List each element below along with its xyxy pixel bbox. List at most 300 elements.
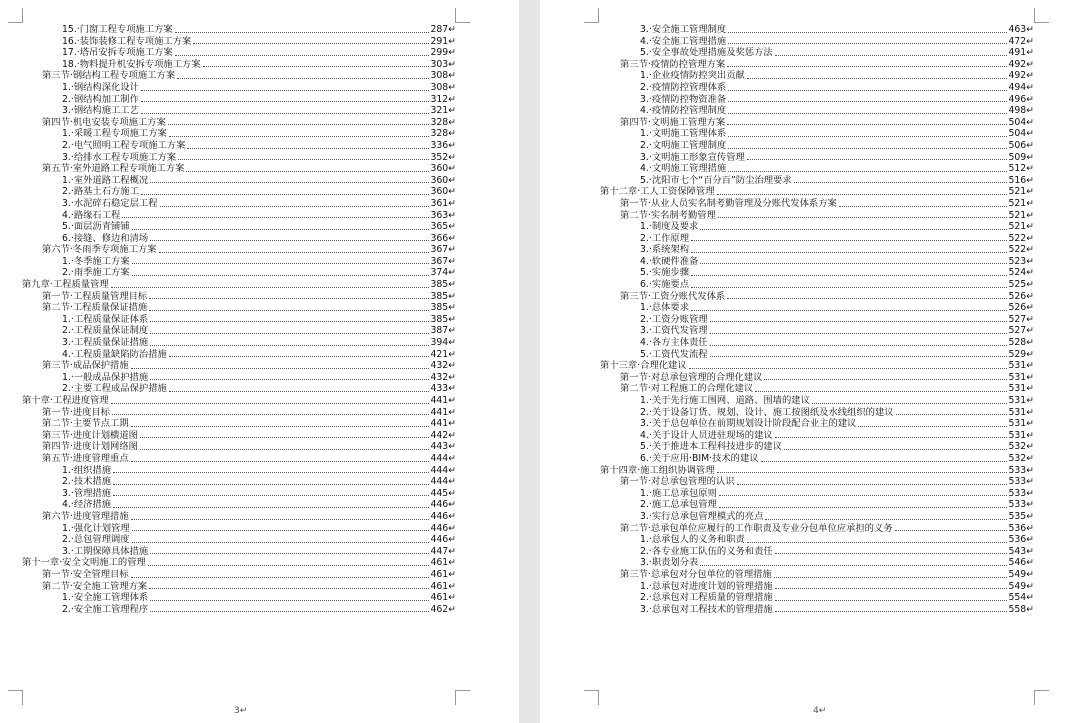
toc-entry[interactable] — [22, 233, 456, 245]
toc-entry[interactable] — [22, 534, 456, 546]
toc-entry-page: 504↵ — [1008, 116, 1034, 128]
toc-entry-title: 3.·文明施工形象宣传管理 — [640, 151, 745, 163]
toc-entry[interactable] — [600, 499, 1034, 511]
dot-leader — [747, 542, 1008, 543]
dot-leader — [728, 148, 1007, 149]
toc-entry[interactable] — [22, 325, 456, 337]
dot-leader — [150, 182, 429, 183]
toc-entry[interactable] — [600, 395, 1034, 407]
dot-leader — [710, 356, 1008, 357]
toc-entry-page: 394↵ — [430, 337, 456, 349]
toc-entry[interactable] — [600, 291, 1034, 303]
toc-entry-title: 1.·钢结构深化设计 — [62, 81, 139, 93]
toc-entry[interactable] — [22, 105, 456, 117]
toc-entry[interactable] — [22, 140, 456, 152]
toc-entry-title: 第二节·工程质量保证措施 — [42, 302, 148, 314]
toc-entry-title: 3.·系统架构 — [640, 244, 690, 256]
toc-entry-page: 352↵ — [430, 151, 456, 163]
toc-entry-title: 1.·关于先行施工围网、道路、围墙的建议 — [640, 395, 810, 406]
toc-entry[interactable] — [600, 325, 1034, 337]
margin-corner-mark — [1034, 690, 1049, 705]
dot-leader — [113, 484, 429, 485]
toc-entry-page: 445↵ — [430, 487, 456, 499]
toc-entry[interactable] — [600, 94, 1034, 106]
toc-entry-page: 504↵ — [1008, 128, 1034, 140]
toc-entry[interactable] — [600, 372, 1034, 384]
toc-entry[interactable] — [22, 592, 456, 604]
dot-leader — [710, 321, 1008, 322]
toc-entry-page: 312↵ — [430, 93, 456, 105]
toc-entry-title: 第十二章·工人工资保障管理 — [600, 186, 715, 198]
toc-entry-title: 6.·接缝、修边和清场 — [62, 232, 149, 244]
toc-entry-page: 360↵ — [430, 163, 456, 175]
dot-leader — [141, 101, 430, 102]
toc-entry-title: 第十一章·安全文明施工的管理 — [22, 557, 146, 569]
dot-leader — [169, 356, 430, 357]
dot-leader — [858, 426, 1007, 427]
toc-entry-page: 516↵ — [1008, 174, 1034, 186]
toc-entry-title: 第三节·疫情防控管理方案 — [620, 58, 726, 70]
toc-entry[interactable] — [600, 140, 1034, 152]
toc-entry-title: 3.·安全施工管理制度 — [640, 24, 727, 35]
toc-entry[interactable] — [600, 175, 1034, 187]
toc-entry[interactable] — [22, 546, 456, 558]
toc-entry-title: 6.·关于应用·BIM·技术的建议 — [640, 452, 759, 464]
toc-entry-page: 521↵ — [1008, 221, 1034, 233]
toc-entry-page: 444↵ — [430, 452, 456, 464]
toc-entry-title: 2.·工作原理 — [640, 232, 690, 244]
toc-entry-title: 3.·工期保障具体措施 — [62, 545, 149, 557]
dot-leader — [728, 90, 1007, 91]
toc-entry[interactable] — [22, 198, 456, 210]
toc-entry[interactable] — [600, 24, 1034, 36]
dot-leader — [728, 113, 1007, 114]
toc-entry-title: 第二节·总承包单位应履行的工作职责及专业分包单位应承担的义务 — [620, 522, 893, 534]
toc-entry[interactable] — [22, 291, 456, 303]
toc-entry-title: 第四节·机电安装专项施工方案 — [42, 116, 166, 128]
toc-entry-page: 432↵ — [430, 360, 456, 372]
toc-entry[interactable] — [22, 152, 456, 164]
toc-entry-page: 531↵ — [1008, 383, 1034, 395]
toc-entry-page: 526↵ — [1008, 302, 1034, 314]
toc-entry[interactable] — [600, 488, 1034, 500]
toc-entry[interactable] — [22, 604, 456, 616]
toc-entry-page: 554↵ — [1008, 592, 1034, 604]
toc-entry-title: 第二节·安全施工管理方案 — [42, 580, 148, 592]
dot-leader — [178, 159, 429, 160]
toc-entry[interactable] — [22, 24, 456, 36]
dot-leader — [765, 519, 1007, 520]
dot-leader — [150, 600, 429, 601]
toc-entry[interactable] — [600, 163, 1034, 175]
toc-entry-page: 441↵ — [430, 406, 456, 418]
toc-entry[interactable] — [22, 163, 456, 175]
dot-leader — [131, 426, 430, 427]
toc-entry[interactable] — [600, 314, 1034, 326]
toc-entry[interactable] — [22, 82, 456, 94]
dot-leader — [719, 507, 1008, 508]
toc-entry-page: 533↵ — [1008, 487, 1034, 499]
dot-leader — [141, 90, 430, 91]
toc-entry[interactable] — [22, 244, 456, 256]
toc-entry-title: 2.·疫情防控管理体系 — [640, 81, 727, 93]
toc-entry-page: 441↵ — [430, 395, 456, 406]
toc-entry[interactable] — [22, 499, 456, 511]
toc-entry[interactable] — [22, 476, 456, 488]
toc-entry-title: 第一节·对总承包管理的合理化建议 — [620, 371, 763, 383]
toc-entry[interactable] — [22, 465, 456, 477]
dot-leader — [691, 240, 1007, 241]
toc-entry[interactable] — [22, 221, 456, 233]
toc-entry-title: 5.·关于推进本工程科技进步的建议 — [640, 441, 782, 453]
toc-entry-page: 442↵ — [430, 429, 456, 441]
toc-entry-title: 3.·总承包对工程技术的管理措施 — [640, 603, 773, 615]
toc-entry[interactable] — [22, 523, 456, 535]
dot-leader — [150, 321, 429, 322]
toc-entry-page: 328↵ — [430, 116, 456, 128]
toc-entry[interactable] — [600, 59, 1034, 71]
toc-entry[interactable] — [600, 279, 1034, 291]
toc-entry[interactable] — [22, 210, 456, 222]
dot-leader — [727, 298, 1007, 299]
toc-entry[interactable] — [600, 546, 1034, 558]
dot-leader — [175, 32, 430, 33]
toc-entry-page: 447↵ — [430, 545, 456, 557]
toc-entry[interactable] — [600, 267, 1034, 279]
dot-leader — [839, 206, 1008, 207]
toc-entry-page: 533↵ — [1008, 476, 1034, 488]
toc-entry[interactable] — [22, 383, 456, 395]
toc-entry[interactable] — [600, 453, 1034, 465]
toc-entry-page: 374↵ — [430, 267, 456, 279]
toc-entry-title: 1.·室外道路工程概况 — [62, 174, 149, 186]
dot-leader — [131, 519, 430, 520]
toc-entry-page: 287↵ — [430, 24, 456, 35]
toc-entry[interactable] — [600, 476, 1034, 488]
toc-entry-title: 4.·各方主体责任 — [640, 337, 708, 349]
dot-leader — [159, 252, 430, 253]
toc-entry-page: 506↵ — [1008, 139, 1034, 151]
page-number: 3↵ — [234, 706, 248, 716]
toc-entry[interactable] — [22, 407, 456, 419]
toc-entry-page: 524↵ — [1008, 267, 1034, 279]
toc-entry-title: 5.·安全事故处理措施及奖惩方法 — [640, 47, 773, 59]
toc-entry[interactable] — [600, 349, 1034, 361]
toc-entry-page: 441↵ — [430, 418, 456, 430]
toc-entry-title: 1.·强化计划管理 — [62, 522, 130, 534]
toc-entry[interactable] — [22, 186, 456, 198]
dot-leader — [122, 217, 429, 218]
dot-leader — [700, 229, 1007, 230]
toc-entry[interactable] — [22, 418, 456, 430]
toc-entry-title: 2.·工资分账管理 — [640, 313, 708, 325]
toc-entry[interactable] — [22, 267, 456, 279]
toc-entry-page: 492↵ — [1008, 58, 1034, 70]
dot-leader — [717, 194, 1008, 195]
toc-entry[interactable] — [600, 441, 1034, 453]
toc-entry-title: 第五节·室外道路工程专项施工方案 — [42, 163, 185, 175]
margin-corner-mark — [455, 690, 470, 705]
toc-entry-page: 509↵ — [1008, 151, 1034, 163]
dot-leader — [896, 414, 1008, 415]
toc-entry[interactable] — [22, 117, 456, 129]
toc-entry-title: 第四节·进度计划网络图 — [42, 441, 138, 453]
dot-leader — [691, 310, 1007, 311]
toc-entry-page: 463↵ — [1008, 24, 1034, 35]
dot-leader — [775, 588, 1008, 589]
toc-entry-page: 308↵ — [430, 81, 456, 93]
toc-entry[interactable] — [600, 244, 1034, 256]
toc-entry[interactable] — [22, 47, 456, 59]
toc-entry-page: 385↵ — [430, 302, 456, 314]
toc-entry-title: 4.·软硬件准备 — [640, 255, 699, 267]
toc-entry[interactable] — [22, 430, 456, 442]
toc-entry-page: 385↵ — [430, 279, 456, 291]
toc-entry[interactable] — [22, 256, 456, 268]
toc-entry-title: 第一节·安全管理目标 — [42, 568, 129, 580]
toc-entry[interactable] — [600, 47, 1034, 59]
toc-entry[interactable] — [600, 418, 1034, 430]
toc-entry-title: 第二节·主要节点工期 — [42, 418, 129, 430]
dot-leader — [113, 472, 429, 473]
toc-entry[interactable] — [600, 105, 1034, 117]
toc-entry[interactable] — [22, 279, 456, 291]
toc-entry[interactable] — [22, 557, 456, 569]
toc-entry-title: 3.·关于总包单位在前期规划设计阶段配合业主的建议 — [640, 418, 857, 430]
toc-entry[interactable] — [600, 407, 1034, 419]
dot-leader — [150, 379, 429, 380]
toc-entry-title: 2.·工程质量保证制度 — [62, 325, 149, 337]
dot-leader — [775, 437, 1008, 438]
toc-entry-title: 4.·经济措施 — [62, 499, 112, 511]
toc-entry-title: 第六节·冬雨季专项施工方案 — [42, 244, 157, 256]
toc-entry-title: 1.·文明施工管理体系 — [640, 128, 727, 140]
toc-entry-page: 444↵ — [430, 464, 456, 476]
toc-entry-title: 第十四章·施工组织协调管理 — [600, 464, 715, 476]
toc-entry[interactable] — [22, 441, 456, 453]
toc-entry-title: 5.·工资代发流程 — [640, 348, 708, 360]
dot-leader — [111, 403, 430, 404]
toc-entry-page: 366↵ — [430, 232, 456, 244]
toc-entry[interactable] — [22, 302, 456, 314]
dot-leader — [710, 345, 1008, 346]
toc-entry-page: 387↵ — [430, 325, 456, 337]
toc-entry[interactable] — [22, 128, 456, 140]
toc-entry[interactable] — [22, 569, 456, 581]
toc-entry-title: 2.·文明施工管理制度 — [640, 139, 727, 151]
toc-entry-page: 535↵ — [1008, 510, 1034, 522]
toc-entry-title: 4.·工程质量缺陷防治措施 — [62, 348, 167, 360]
dot-leader — [150, 240, 429, 241]
toc-entry[interactable] — [22, 360, 456, 372]
toc-entry-title: 第十三章·合理化建议 — [600, 360, 687, 372]
toc-entry-title: 2.·技术措施 — [62, 476, 112, 488]
dot-leader — [761, 461, 1008, 462]
toc-entry-page: 365↵ — [430, 221, 456, 233]
toc-entry[interactable] — [600, 430, 1034, 442]
toc-entry-title: 1.·总承包人的义务和职责 — [640, 534, 745, 546]
toc-entry-page: 433↵ — [430, 383, 456, 395]
toc-entry[interactable] — [600, 36, 1034, 48]
toc-entry-title: 6.·实施要点 — [640, 279, 690, 291]
dot-leader — [691, 252, 1007, 253]
toc-entry[interactable] — [600, 465, 1034, 477]
dot-leader — [775, 611, 1008, 612]
toc-entry-page: 529↵ — [1008, 348, 1034, 360]
dot-leader — [728, 136, 1007, 137]
toc-entry[interactable] — [22, 581, 456, 593]
dot-leader — [186, 171, 429, 172]
toc-entry[interactable] — [22, 349, 456, 361]
toc-entry-title: 2.·安全施工管理程序 — [62, 603, 149, 615]
dot-leader — [141, 113, 430, 114]
toc-entry-page: 543↵ — [1008, 545, 1034, 557]
toc-entry[interactable] — [600, 117, 1034, 129]
toc-entry[interactable] — [600, 383, 1034, 395]
toc-entry-page: 308↵ — [430, 70, 456, 82]
toc-entry[interactable] — [22, 36, 456, 48]
toc-entry-page: 385↵ — [430, 313, 456, 325]
margin-corner-mark — [455, 8, 470, 23]
toc-entry-title: 18.·物料提升机安拆专项施工方案 — [62, 58, 201, 70]
toc-entry[interactable] — [600, 557, 1034, 569]
toc-entry-page: 531↵ — [1008, 371, 1034, 383]
toc-entry[interactable] — [600, 152, 1034, 164]
toc-entry[interactable] — [600, 256, 1034, 268]
toc-entry-title: 5.·沈阳市七个“百分百”防尘治理要求 — [640, 174, 792, 186]
page-number: 4↵ — [813, 706, 827, 716]
toc-entry-page: 549↵ — [1008, 568, 1034, 580]
toc-entry[interactable] — [600, 592, 1034, 604]
toc-entry[interactable] — [600, 534, 1034, 546]
toc-entry[interactable] — [600, 198, 1034, 210]
toc-entry-page: 446↵ — [430, 534, 456, 546]
toc-entry-page: 531↵ — [1008, 360, 1034, 372]
toc-entry-page: 446↵ — [430, 510, 456, 522]
toc-entry-page: 531↵ — [1008, 418, 1034, 430]
toc-entry-title: 1.·施工总承包原则 — [640, 487, 717, 499]
toc-entry-page: 336↵ — [430, 139, 456, 151]
toc-entry-page: 328↵ — [430, 128, 456, 140]
toc-entry[interactable] — [22, 511, 456, 523]
toc-entry[interactable] — [600, 221, 1034, 233]
margin-corner-mark — [584, 690, 599, 705]
toc-entry[interactable] — [600, 511, 1034, 523]
toc-entry-page: 536↵ — [1008, 522, 1034, 534]
dot-leader — [775, 55, 1008, 56]
dot-leader — [812, 403, 1008, 404]
toc-entry-title: 3.·水泥碎石稳定层工程 — [62, 197, 158, 209]
dot-leader — [177, 78, 429, 79]
dot-leader — [700, 263, 1007, 264]
toc-entry-title: 15.·门窗工程专项施工方案 — [62, 24, 173, 35]
toc-entry-title: 3.·工资代发管理 — [640, 325, 708, 337]
toc-entry-page: 558↵ — [1008, 603, 1034, 615]
toc-entry-page: 522↵ — [1008, 232, 1034, 244]
toc-entry-page: 521↵ — [1008, 197, 1034, 209]
toc-entry-page: 321↵ — [430, 105, 456, 117]
toc-entry-page: 498↵ — [1008, 105, 1034, 117]
dot-leader — [187, 148, 429, 149]
toc-entry-title: 3.·钢结构施工工艺 — [62, 105, 139, 117]
dot-leader — [710, 333, 1008, 334]
dot-leader — [160, 206, 430, 207]
toc-entry[interactable] — [22, 488, 456, 500]
toc-entry[interactable] — [22, 337, 456, 349]
toc-entry-title: 1.·工程质量保证体系 — [62, 313, 149, 325]
toc-entry[interactable] — [600, 302, 1034, 314]
toc-entry[interactable] — [600, 569, 1034, 581]
toc-entry[interactable] — [22, 372, 456, 384]
toc-entry[interactable] — [600, 360, 1034, 372]
toc-entry-title: 4.·文明施工管理措施 — [640, 163, 727, 175]
toc-entry[interactable] — [22, 70, 456, 82]
toc-entry-title: 16.·装饰装修工程专项施工方案 — [62, 35, 192, 47]
toc-entry-page: 532↵ — [1008, 452, 1034, 464]
toc-entry[interactable] — [600, 604, 1034, 616]
toc-entry[interactable] — [600, 128, 1034, 140]
toc-entry[interactable] — [600, 70, 1034, 82]
toc-entry[interactable] — [22, 175, 456, 187]
dot-leader — [113, 495, 429, 496]
dot-leader — [169, 391, 430, 392]
toc-entry-page: 525↵ — [1008, 279, 1034, 291]
toc-entry[interactable] — [600, 210, 1034, 222]
toc-entry[interactable] — [600, 337, 1034, 349]
dot-leader — [737, 484, 1008, 485]
toc-entry-page: 461↵ — [430, 592, 456, 604]
dot-leader — [193, 43, 429, 44]
dot-leader — [895, 530, 1008, 531]
toc-entry[interactable] — [22, 59, 456, 71]
toc-entry-title: 5.·面层沥青铺铺 — [62, 221, 130, 233]
toc-entry[interactable] — [22, 395, 456, 407]
toc-entry[interactable] — [600, 186, 1034, 198]
toc-entry-page: 360↵ — [430, 186, 456, 198]
dot-leader — [689, 368, 1008, 369]
margin-corner-mark — [8, 8, 23, 23]
toc-entry-page: 303↵ — [430, 58, 456, 70]
toc-entry-page: 461↵ — [430, 580, 456, 592]
toc-entry[interactable] — [600, 581, 1034, 593]
toc-entry[interactable] — [22, 94, 456, 106]
toc-entry-page: 533↵ — [1008, 499, 1034, 511]
margin-corner-mark — [1034, 8, 1049, 23]
dot-leader — [149, 588, 429, 589]
toc-entry[interactable] — [600, 523, 1034, 535]
toc-entry-title: 1.·一般成品保护措施 — [62, 371, 149, 383]
dot-leader — [728, 43, 1007, 44]
toc-entry-page: 472↵ — [1008, 35, 1034, 47]
dot-leader — [148, 565, 430, 566]
toc-entry-title: 1.·冬季施工方案 — [62, 255, 130, 267]
toc-entry[interactable] — [600, 233, 1034, 245]
toc-entry[interactable] — [600, 82, 1034, 94]
toc-entry-page: 361↵ — [430, 197, 456, 209]
toc-entry-title: 2.·钢结构加工制作 — [62, 93, 139, 105]
dot-leader — [719, 495, 1008, 496]
toc-entry-title: 第九章·工程质量管理 — [22, 279, 109, 291]
toc-entry-page: 528↵ — [1008, 337, 1034, 349]
toc-entry-title: 1.·组织措施 — [62, 464, 112, 476]
toc-entry[interactable] — [22, 453, 456, 465]
toc-entry-title: 5.·实施步骤 — [640, 267, 690, 279]
toc-entry-title: 4.·安全施工管理措施 — [640, 35, 727, 47]
toc-entry-page: 432↵ — [430, 371, 456, 383]
toc-entry-title: 1.·企业疫情防控突出贡献 — [640, 70, 745, 82]
dot-leader — [203, 66, 430, 67]
toc-entry[interactable] — [22, 314, 456, 326]
